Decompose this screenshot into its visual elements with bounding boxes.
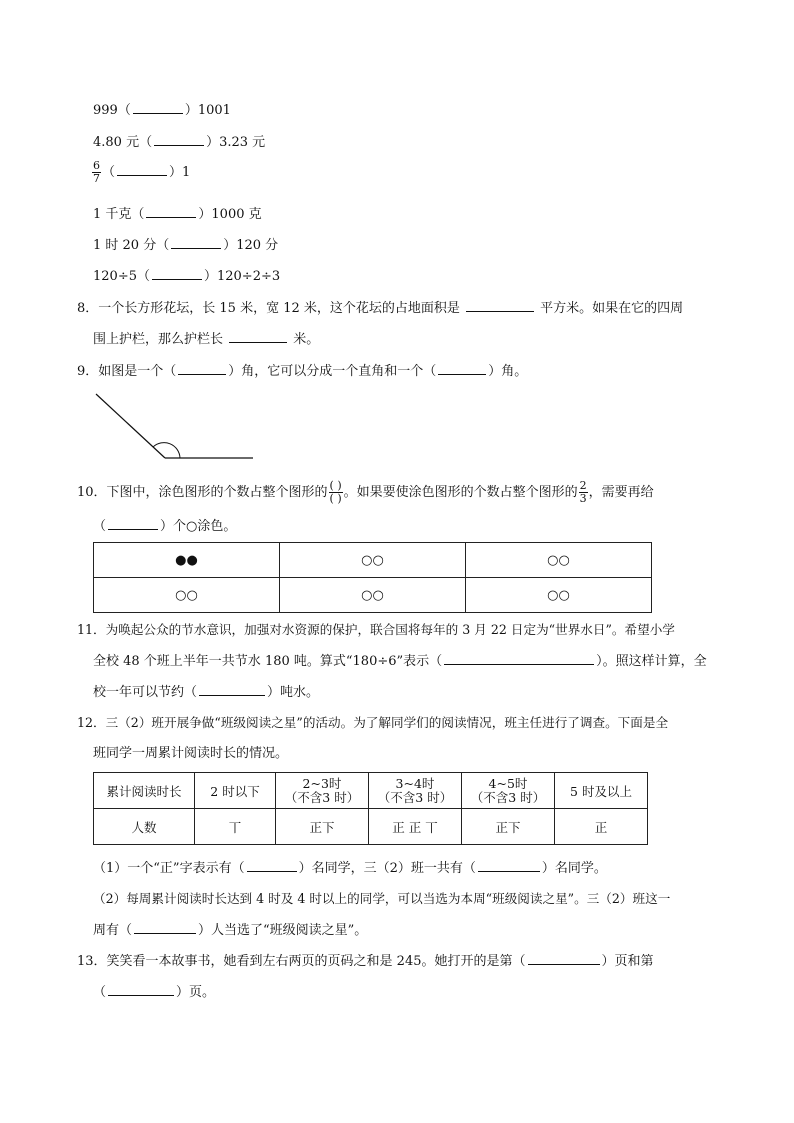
table-header: 4~5时 （不含3 时） (462, 773, 555, 809)
answer-blank[interactable] (528, 952, 600, 965)
answer-blank[interactable] (199, 683, 265, 696)
tally-cell: 正下 (276, 809, 369, 845)
tally-cell: 正 (555, 809, 648, 845)
question-11-line-1: 11．为唤起公众的节水意识，加强对水资源的保护，联合国将每年的 3 月 22 日定为“世界水日”。希望小学 (77, 622, 675, 637)
table-header: 2~3时 （不含3 时） (276, 773, 369, 809)
answer-blank[interactable] (108, 517, 158, 530)
question-13-line-2: （ ）页。 (93, 985, 216, 1000)
compare-row-3: $\frac{6}{7}$ （ ）1 (93, 159, 191, 185)
fraction: $\frac{6}{7}$ (93, 159, 100, 185)
question-10-line-1: 10．下图中，涂色图形的个数占整个图形的 $\frac{( )}{( )}$ 。如果要使涂色图形的个数占整个图形的 $\frac{2}{3}$ ，需要再给 (77, 479, 654, 505)
table-row (94, 809, 648, 845)
compare-row-1: 999（ ）1001 (93, 103, 231, 118)
compare-row-2: 4.80 元（ ）3.23 元 (93, 135, 266, 150)
compare-row-5: 1 时 20 分（ ）120 分 (93, 238, 279, 253)
compare-row-6: 120÷5（ ）120÷2÷3 (93, 269, 281, 284)
answer-blank[interactable] (108, 983, 174, 996)
question-8-line-1: 8．一个长方形花坛，长 15 米，宽 12 米，这个花坛的占地面积是 平方米。如果在它的四周 (77, 301, 684, 316)
answer-blank[interactable] (146, 205, 196, 218)
answer-blank[interactable] (133, 101, 183, 114)
table-row (94, 578, 652, 613)
question-12-line-2: 班同学一周累计阅读时长的情况。 (93, 746, 289, 761)
fraction: $\frac{2}{3}$ (579, 479, 587, 505)
circles-table (93, 542, 652, 613)
table-cell: ●● (94, 543, 280, 578)
answer-blank[interactable] (438, 362, 486, 375)
question-12-line-1: 12．三（2）班开展争做“班级阅读之星”的活动。为了解同学们的阅读情况，班主任进行了调查。下面是全 (77, 715, 669, 730)
answer-blank[interactable] (466, 299, 534, 312)
table-header: 累计阅读时长 (94, 773, 195, 809)
angle-ray-upper (96, 394, 165, 458)
fraction-blank[interactable]: $\frac{( )}{( )}$ (329, 479, 342, 505)
question-10-line-2: （ ）个○涂色。 (93, 519, 237, 534)
table-header: 3~4时 （不含3 时） (369, 773, 462, 809)
answer-blank[interactable] (478, 859, 540, 872)
tally-cell: 正 正 丅 (369, 809, 462, 845)
answer-blank[interactable] (178, 362, 226, 375)
answer-blank[interactable] (154, 133, 204, 146)
answer-blank[interactable] (444, 652, 594, 665)
table-cell: ○○ (466, 578, 652, 613)
question-12-sub-1: （1）一个“正”字表示有（ ）名同学，三（2）班一共有（ ）名同学。 (93, 861, 607, 876)
answer-blank[interactable] (171, 236, 221, 249)
reading-time-table (93, 772, 648, 845)
answer-blank[interactable] (229, 330, 287, 343)
row-label: 人数 (94, 809, 195, 845)
table-cell: ○○ (94, 578, 280, 613)
table-cell: ○○ (466, 543, 652, 578)
question-9-line: 9．如图是一个（ ）角，它可以分成一个直角和一个（ ）角。 (77, 364, 528, 379)
answer-blank[interactable] (117, 163, 167, 176)
answer-blank[interactable] (152, 267, 202, 280)
answer-blank[interactable] (247, 859, 297, 872)
angle-figure (90, 390, 260, 465)
table-cell: ○○ (280, 578, 466, 613)
question-12-sub-2-line-2: 周有（ ）人当选了“班级阅读之星”。 (93, 923, 368, 938)
table-cell: ○○ (280, 543, 466, 578)
question-13-line-1: 13．笑笑看一本故事书，她看到左右两页的页码之和是 245。她打开的是第（ ）页和第 (77, 954, 654, 969)
table-header: 5 时及以上 (555, 773, 648, 809)
table-header: 2 时以下 (195, 773, 276, 809)
table-row (94, 543, 652, 578)
tally-cell: 正下 (462, 809, 555, 845)
question-8-line-2: 围上护栏，那么护栏长 米。 (93, 332, 320, 347)
answer-blank[interactable] (134, 921, 196, 934)
compare-row-4: 1 千克（ ）1000 克 (93, 207, 262, 222)
table-header-row (94, 773, 648, 809)
question-12-sub-2-line-1: （2）每周累计阅读时长达到 4 时及 4 时以上的同学，可以当选为本周“班级阅读之星”。三（2）班这一 (93, 891, 671, 906)
question-11-line-3: 校一年可以节约（ ）吨水。 (93, 685, 320, 700)
tally-cell: 丅 (195, 809, 276, 845)
question-11-line-2: 全校 48 个班上半年一共节水 180 吨。算式“180÷6”表示（ ）。照这样计算，全 (93, 654, 707, 669)
